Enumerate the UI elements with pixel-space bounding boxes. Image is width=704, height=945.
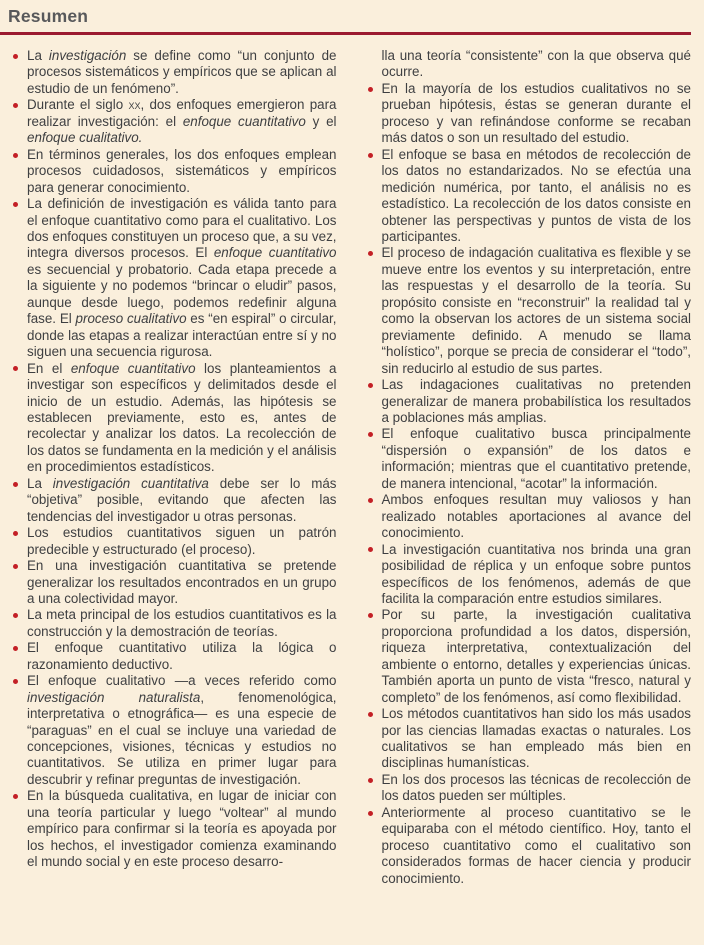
bullet-icon (368, 432, 373, 437)
bullet-icon (13, 564, 18, 569)
list-item (12, 97, 337, 146)
item-text: La definición de investigación es válida tanto para el enfoque cuantitativo como para el cualitativo. Los dos enfoques constituyen un proceso que, a su vez, integra diversos procesos. El enfoque cuantitativo es secuencial y probatorio. Cada etapa precede a la siguiente y no podemos “brincar o eludir” pasos, aunque desde luego, podemos redefinir alguna fase. El proceso cualitativo es “en espiral” o circular, donde las etapas a realizar interactúan entre sí y no siguen una secuencia rigurosa. (27, 196, 337, 360)
list-item (367, 377, 692, 426)
item-text: El enfoque se basa en métodos de recolección de los datos no estandarizados. No se efectúa una medición numérica, por tanto, el análisis no es estadístico. La recolección de los datos consiste en obtener las perspectivas y puntos de vista de los participantes. (381, 146, 691, 244)
bullet-icon (13, 153, 18, 158)
bullet-icon (368, 153, 373, 158)
list-item (12, 788, 337, 870)
item-text: Por su parte, la investigación cualitativa proporciona profundidad a los datos, dispersión, riqueza interpretativa, contextualización del ambiente o entorno, detalles y experiencias únicas. También aporta un punto de vista “fresco, natural y completo” de los fenómenos, así como flexibilidad. (381, 607, 691, 705)
list-item (12, 147, 337, 196)
bullet-icon (13, 646, 18, 651)
content-area (12, 48, 691, 887)
page-title: Resumen (8, 6, 89, 26)
bullet-icon (13, 531, 18, 536)
list-item (367, 245, 692, 377)
bullet-icon (13, 366, 18, 371)
left-bullet-list (12, 48, 337, 871)
list-item (367, 542, 692, 608)
list-item (12, 558, 337, 607)
bullet-icon (368, 712, 373, 717)
list-item (12, 607, 337, 640)
bullet-icon (13, 103, 18, 108)
list-item (12, 525, 337, 558)
bullet-icon (13, 613, 18, 618)
list-item (12, 361, 337, 476)
bullet-icon (368, 547, 373, 552)
list-item (12, 48, 337, 97)
item-text: La investigación cuantitativa nos brinda una gran posibilidad de réplica y un enfoque sobre puntos específicos de los fenómenos, además de que facilita la comparación entre estudios similares. (381, 541, 691, 606)
item-text: En los dos procesos las técnicas de recolección de los datos pueden ser múltiples. (381, 771, 691, 804)
list-item (12, 476, 337, 525)
list-item (367, 805, 692, 887)
list-item (367, 492, 692, 541)
item-text: La investigación se define como “un conjunto de procesos sistemáticos y empíricos que se aplican al estudio de un fenómeno”. (27, 48, 337, 96)
item-text: En una investigación cuantitativa se pretende generalizar los resultados encontrados en un grupo a una colectividad mayor. (27, 558, 337, 606)
bullet-icon (368, 778, 373, 783)
bullet-icon (13, 794, 18, 799)
item-text: Anteriormente al proceso cuantitativo se le equiparaba con el método científico. Hoy, tanto el proceso cuantitativo como el cualitativo son considerados formas de hacer ciencia y producir conocimiento. (381, 804, 691, 886)
item-text: La meta principal de los estudios cuantitativos es la construcción y la demostración de teorías. (27, 607, 337, 639)
item-text: En la mayoría de los estudios cualitativos no se prueban hipótesis, éstas se generan durante el proceso y van refinándose conforme se recaban más datos o son un resultado del estudio. (381, 80, 691, 146)
bullet-icon (368, 87, 373, 92)
bullet-icon (13, 202, 18, 207)
item-text: El enfoque cualitativo —a veces referido como investigación naturalista, fenomenológica, interpretativa o etnográfica— es una especie de “paraguas” en el cual se incluye una variedad de concepciones, visiones, técnicas y estudios no cuantitativos. Se utiliza en primer lugar para descubrir y refinar preguntas de investigación. (27, 673, 337, 787)
list-item (367, 607, 692, 706)
bullet-icon (368, 383, 373, 388)
item-text: Durante el siglo xx, dos enfoques emergieron para realizar investigación: el enfoque cuantitativo y el enfoque cualitativo. (27, 97, 337, 146)
list-item (12, 196, 337, 361)
list-item (367, 706, 692, 772)
item-text: El enfoque cualitativo busca principalmente “dispersión o expansión” de los datos e información; mientras que el cuantitativo pretende, de manera intencional, “acotar” la información. (381, 426, 691, 491)
page-header (0, 0, 704, 27)
list-item (367, 147, 692, 246)
bullet-icon (13, 679, 18, 684)
bullet-icon (368, 251, 373, 256)
title-rule (0, 32, 691, 35)
bullet-icon (13, 482, 18, 487)
item-text: Las indagaciones cualitativas no pretenden generalizar de manera probabilística los resultados a poblaciones más amplias. (381, 377, 691, 425)
left-column (12, 48, 337, 887)
bullet-icon (13, 54, 18, 59)
list-item (12, 640, 337, 673)
item-text: En términos generales, los dos enfoques emplean procesos cuidadosos, sistemáticos y empíricos para generar conocimiento. (27, 146, 337, 195)
item-text: La investigación cuantitativa debe ser lo más “objetiva” posible, evitando que afecten las tendencias del investigador u otras personas. (27, 475, 337, 524)
item-text: En la búsqueda cualitativa, en lugar de iniciar con una teoría particular y luego “voltear” al mundo empírico para confirmar si la teoría es apoyada por los hechos, el investigador comienza examinando el mundo social y en este proceso desarro- (27, 788, 337, 870)
right-column (367, 48, 692, 887)
bullet-icon (368, 811, 373, 816)
item-text: En el enfoque cuantitativo los planteamientos a investigar son específicos y delimitados desde el inicio de un estudio. Además, las hipótesis se establecen previamente, esto es, antes de recolectar y analizar los datos. La recolección de los datos se fundamenta en la medición y el análisis en procedimientos estadísticos. (27, 360, 337, 475)
list-item (367, 772, 692, 805)
item-text: Ambos enfoques resultan muy valiosos y han realizado notables aportaciones al avance del conocimiento. (381, 492, 691, 541)
list-item (367, 81, 692, 147)
list-item (12, 673, 337, 788)
bullet-icon (368, 613, 373, 618)
item-text: El proceso de indagación cualitativa es flexible y se mueve entre los eventos y su interpretación, entre las respuestas y el desarrollo de la teoría. Su propósito consiste en “reconstruir” la realidad tal y como la observan los actores de un sistema social previamente definido. A menudo se llama “holístico”, porque se precia de considerar el “todo”, sin reducirlo al estudio de sus partes. (381, 245, 691, 376)
item-text: Los métodos cuantitativos han sido los más usados por las ciencias llamadas exactas o naturales. Los cualitativos se han empleado más bien en disciplinas humanísticas. (381, 706, 691, 771)
list-item (367, 426, 692, 492)
item-text: Los estudios cuantitativos siguen un patrón predecible y estructurado (el proceso). (27, 525, 337, 557)
bullet-icon (368, 498, 373, 503)
right-bullet-list (367, 81, 692, 887)
item-text: El enfoque cuantitativo utiliza la lógica o razonamiento deductivo. (27, 640, 337, 672)
continuation-paragraph: lla una teoría “consistente” con la que observa qué ocurre. (381, 48, 691, 80)
